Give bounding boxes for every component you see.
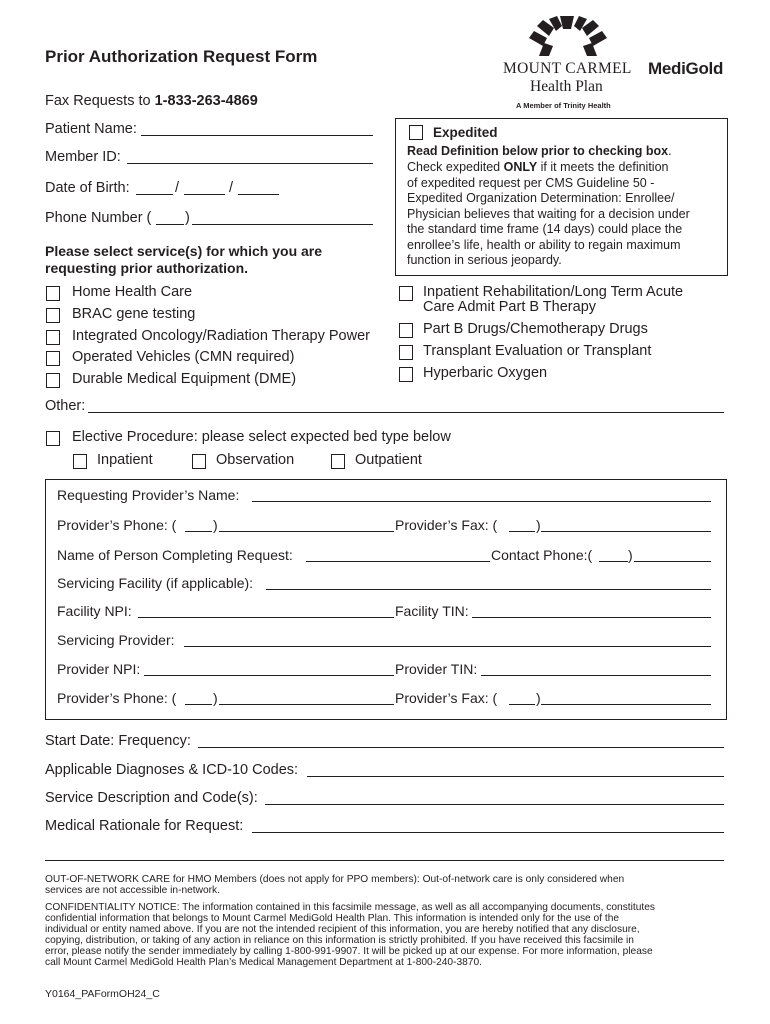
dob-label: Date of Birth:	[45, 180, 130, 196]
expedited-label: Expedited	[433, 125, 498, 140]
provider-phone-2-label: Provider’s Phone: (	[57, 690, 177, 706]
form-code: Y0164_PAFormOH24_C	[45, 988, 160, 1000]
confidentiality-line-5: error, please notify the sender immediately by calling 1-800-991-9907. It will be picked up at our expense. For more information, please	[45, 946, 653, 957]
confidentiality-line-2: confidential information that belongs to Mount Carmel MediGold Health Plan. This information is intended only for the use of the	[45, 913, 620, 924]
logo-line2: Health Plan	[530, 78, 603, 95]
transplant-label: Transplant Evaluation or Transplant	[423, 343, 652, 359]
bed-inpatient-label: Inpatient	[97, 452, 153, 468]
facility-npi-field[interactable]	[138, 617, 394, 618]
provider-phone-field[interactable]	[219, 531, 394, 532]
contact-phone-area-field[interactable]	[599, 561, 628, 562]
requesting-provider-field[interactable]	[252, 501, 711, 502]
oncology-label: Integrated Oncology/Radiation Therapy Power	[72, 328, 370, 344]
oon-line-1: OUT-OF-NETWORK CARE for HMO Members (does not apply for PPO members): Out-of-network care is only considered when	[45, 874, 625, 885]
contact-phone-label: Contact Phone:(	[491, 547, 593, 563]
bed-observation-checkbox[interactable]	[192, 454, 206, 469]
brac-checkbox[interactable]	[46, 308, 60, 323]
provider-phone-area-field[interactable]	[185, 531, 212, 532]
medigold-brand-b: Gold	[685, 59, 724, 78]
provider-npi-label: Provider NPI:	[57, 661, 141, 677]
logo-member-line: A Member of Trinity Health	[516, 101, 611, 110]
expedited-line-6: enrollee’s life, health or ability to regain maximum	[407, 238, 681, 252]
confidentiality-line-3: individual or entity named above. If you are not the intended recipient of this information, you are hereby notified that any disclosure,	[45, 924, 640, 935]
dob-year-field[interactable]	[238, 194, 279, 195]
facility-tin-field[interactable]	[472, 617, 711, 618]
medical-rationale-field[interactable]	[252, 832, 724, 833]
elective-checkbox[interactable]	[46, 431, 60, 446]
medigold-logo	[648, 59, 723, 79]
start-date-label: Start Date: Frequency:	[45, 733, 191, 749]
expedited-heading	[407, 144, 672, 160]
hyperbaric-checkbox[interactable]	[399, 367, 413, 382]
expedited-line-1	[407, 160, 669, 176]
medical-rationale-field-2[interactable]	[45, 860, 724, 861]
dob-sep-1: /	[175, 180, 180, 196]
provider-fax-close: )	[536, 517, 541, 533]
phone-label: Phone Number (	[45, 210, 152, 226]
contact-phone-close: )	[628, 547, 633, 563]
diagnoses-label: Applicable Diagnoses & ICD-10 Codes:	[45, 762, 299, 778]
fax-number: 1-833-263-4869	[154, 93, 258, 109]
expedited-line-1-a: Check expedited	[407, 160, 504, 174]
facility-tin-label: Facility TIN:	[395, 603, 469, 619]
expedited-line-2: of expedited request per CMS Guideline 50 -	[407, 176, 655, 190]
operated-vehicles-label: Operated Vehicles (CMN required)	[72, 349, 295, 365]
dme-checkbox[interactable]	[46, 373, 60, 388]
dme-label: Durable Medical Equipment (DME)	[72, 371, 297, 387]
dob-sep-2: /	[229, 180, 234, 196]
completing-person-field[interactable]	[306, 561, 490, 562]
bed-inpatient-checkbox[interactable]	[73, 454, 87, 469]
bed-outpatient-label: Outpatient	[355, 452, 422, 468]
part-b-drugs-label: Part B Drugs/Chemotherapy Drugs	[423, 321, 648, 337]
services-prompt-1: Please select service(s) for which you are	[45, 243, 323, 259]
expedited-line-1-c: if it meets the definition	[537, 160, 669, 174]
expedited-line-7: function in serious jeopardy.	[407, 253, 562, 267]
services-prompt-2: requesting prior authorization.	[45, 260, 249, 276]
oncology-checkbox[interactable]	[46, 330, 60, 345]
provider-phone-2-area-field[interactable]	[185, 704, 212, 705]
home-health-label: Home Health Care	[72, 284, 193, 300]
provider-phone-2-field[interactable]	[219, 704, 394, 705]
phone-area-field[interactable]	[156, 224, 184, 225]
dob-month-field[interactable]	[136, 194, 173, 195]
provider-fax-label: Provider’s Fax: (	[395, 517, 498, 533]
brac-label: BRAC gene testing	[72, 306, 196, 322]
medigold-brand-a: Medi	[648, 59, 686, 78]
patient-name-field[interactable]	[141, 135, 373, 136]
provider-tin-field[interactable]	[481, 675, 711, 676]
medical-rationale-label: Medical Rationale for Request:	[45, 818, 244, 834]
service-description-label: Service Description and Code(s):	[45, 790, 258, 806]
provider-phone-label: Provider’s Phone: (	[57, 517, 177, 533]
inpatient-rehab-checkbox[interactable]	[399, 286, 413, 301]
servicing-facility-field[interactable]	[266, 589, 711, 590]
provider-phone-2-close: )	[213, 690, 218, 706]
provider-fax-2-label: Provider’s Fax: (	[395, 690, 498, 706]
expedited-heading-text: Read Definition below prior to checking box	[407, 144, 669, 158]
patient-name-label: Patient Name:	[45, 121, 137, 137]
part-b-drugs-checkbox[interactable]	[399, 323, 413, 338]
provider-box	[45, 479, 727, 720]
transplant-checkbox[interactable]	[399, 345, 413, 360]
home-health-checkbox[interactable]	[46, 286, 60, 301]
provider-fax-2-area-field[interactable]	[509, 704, 535, 705]
confidentiality-line-1: CONFIDENTIALITY NOTICE: The information contained in this facsimile message, as well as all accompanying documents, constitutes	[45, 902, 655, 913]
logo-line1: MOUNT CARMEL	[503, 60, 632, 77]
provider-fax-field[interactable]	[541, 531, 711, 532]
expedited-line-4: Physician believes that waiting for a decision under	[407, 207, 690, 221]
provider-fax-2-close: )	[536, 690, 541, 706]
expedited-line-1-b: ONLY	[503, 160, 538, 174]
fax-line	[45, 93, 258, 109]
contact-phone-field[interactable]	[634, 561, 711, 562]
fax-label: Fax Requests to	[45, 93, 155, 109]
servicing-provider-label: Servicing Provider:	[57, 632, 175, 648]
oon-line-2: services are not accessible in-network.	[45, 885, 220, 896]
operated-vehicles-checkbox[interactable]	[46, 351, 60, 366]
service-description-field[interactable]	[265, 804, 724, 805]
expedited-heading-end: .	[668, 144, 672, 158]
completing-person-label: Name of Person Completing Request:	[57, 547, 293, 563]
provider-tin-label: Provider TIN:	[395, 661, 478, 677]
elective-label: Elective Procedure: please select expected bed type below	[72, 429, 451, 445]
provider-fax-2-field[interactable]	[541, 704, 711, 705]
form-title: Prior Authorization Request Form	[45, 47, 318, 66]
expedited-checkbox[interactable]	[409, 125, 423, 140]
phone-number-field[interactable]	[192, 224, 373, 225]
facility-npi-label: Facility NPI:	[57, 603, 132, 619]
requesting-provider-label: Requesting Provider’s Name:	[57, 487, 240, 503]
confidentiality-line-6: call Mount Carmel MediGold Health Plan’s Medical Management Department at 1-800-240-3870.	[45, 957, 482, 968]
inpatient-rehab-label-1: Inpatient Rehabilitation/Long Term Acute	[423, 284, 684, 300]
other-label: Other:	[45, 398, 86, 414]
confidentiality-line-4: copying, distribution, or taking of any action in reliance on this information is strictly prohibited. If you have received this facsimile in	[45, 935, 634, 946]
servicing-facility-label: Servicing Facility (if applicable):	[57, 575, 254, 591]
start-date-field[interactable]	[198, 747, 724, 748]
member-id-field[interactable]	[127, 163, 373, 164]
expedited-line-3: Expedited Organization Determination: Enrollee/	[407, 191, 675, 205]
inpatient-rehab-label-2: Care Admit Part B Therapy	[423, 299, 597, 315]
phone-close-paren: )	[185, 210, 190, 226]
hyperbaric-label: Hyperbaric Oxygen	[423, 365, 548, 381]
provider-fax-area-field[interactable]	[509, 531, 535, 532]
bed-observation-label: Observation	[216, 452, 295, 468]
servicing-provider-field[interactable]	[184, 646, 711, 647]
member-id-label: Member ID:	[45, 149, 121, 165]
provider-npi-field[interactable]	[144, 675, 394, 676]
mount-carmel-logo-icon	[527, 16, 609, 58]
diagnoses-field[interactable]	[307, 776, 724, 777]
provider-phone-close: )	[213, 517, 218, 533]
other-field[interactable]	[88, 412, 724, 413]
dob-day-field[interactable]	[184, 194, 225, 195]
bed-outpatient-checkbox[interactable]	[331, 454, 345, 469]
expedited-line-5: the standard time frame (14 days) could place the	[407, 222, 683, 236]
